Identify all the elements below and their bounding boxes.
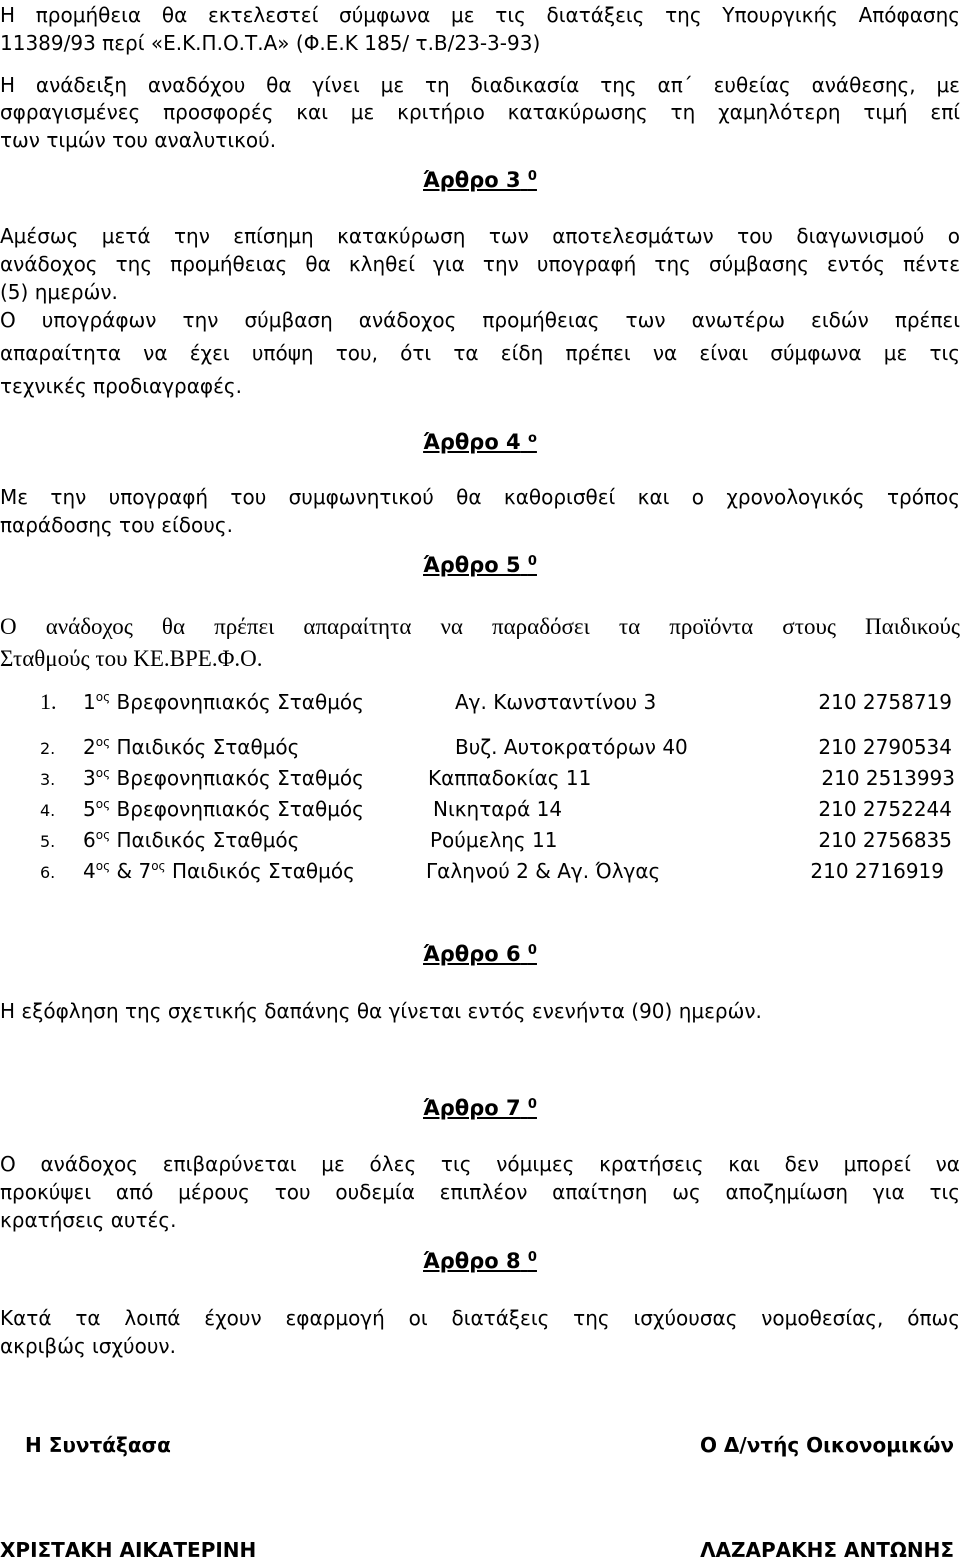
station-name: Βρεφονηπιακός Σταθμός xyxy=(116,690,364,714)
station-number: 5. xyxy=(40,832,56,851)
article-8-line-1: Κατά τα λοιπά έχουν εφαρμογή οι διατάξεις της ισχύουσας νομοθεσίας, όπως xyxy=(0,1306,960,1330)
station-row xyxy=(0,795,960,823)
signature-left-name: ΧΡΙΣΤΑΚΗ ΑΙΚΑΤΕΡΙΝΗ xyxy=(0,1538,257,1562)
station-ordinal xyxy=(83,795,364,823)
station-name: Παιδικός Σταθμός xyxy=(116,735,300,759)
article-7-line-2: προκύψει από μέρους του ουδεμία επιπλέον απαίτηση ως αποζημίωση για τις xyxy=(0,1180,960,1204)
article-3-line-4: Ο υπογράφων την σύμβαση ανάδοχος προμήθειας των ανωτέρω ειδών πρέπει xyxy=(0,308,960,332)
station-name: Παιδικός Σταθμός xyxy=(171,859,355,883)
article-8-line-2: ακριβώς ισχύουν. xyxy=(0,1334,176,1358)
station-phone: 210 2752244 xyxy=(818,797,952,821)
article-3-heading xyxy=(0,166,960,194)
article-4-heading xyxy=(0,428,960,456)
article-5-line-2: Σταθμούς του ΚΕ.ΒΡΕ.Φ.Ο. xyxy=(0,646,263,671)
station-name: Βρεφονηπιακός Σταθμός xyxy=(116,766,364,790)
station-ordinal xyxy=(83,764,364,792)
station-number: 2. xyxy=(40,739,56,758)
station-phone: 210 2716919 xyxy=(810,859,944,883)
article-3-line-3: (5) ημερών. xyxy=(0,280,118,304)
station-ordinal-number: 4 xyxy=(83,859,96,883)
station-number: 3. xyxy=(40,770,56,789)
station-ordinal xyxy=(83,826,299,854)
article-3-sup: 0 xyxy=(527,169,537,184)
article-5-line-1: Ο ανάδοχος θα πρέπει απαραίτητα να παραδόσει τα προϊόντα στους Παιδικούς xyxy=(0,614,960,639)
station-ordinal-number: 3 xyxy=(83,766,96,790)
station-name: Βρεφονηπιακός Σταθμός xyxy=(116,797,364,821)
station-ordinal-suffix: ος xyxy=(95,735,111,749)
signature-left-title: Η Συντάξασα xyxy=(25,1433,171,1457)
article-6-heading xyxy=(0,940,960,968)
article-6-title: Άρθρο 6 xyxy=(423,942,521,966)
station-ordinal xyxy=(83,857,355,885)
station-ordinal-suffix: ος xyxy=(95,859,111,873)
station-phone: 210 2513993 xyxy=(821,766,955,790)
signature-right-title: Ο Δ/ντής Οικονομικών xyxy=(699,1433,954,1457)
station-phone: 210 2756835 xyxy=(818,828,952,852)
signature-right-name: ΛΑΖΑΡΑΚΗΣ ΑΝΤΩΝΗΣ xyxy=(700,1538,954,1562)
station-ordinal xyxy=(83,688,364,716)
article-7-line-3: κρατήσεις αυτές. xyxy=(0,1208,177,1232)
article-3-line-6: τεχνικές προδιαγραφές. xyxy=(0,374,243,398)
station-row xyxy=(0,857,960,885)
article-7-heading xyxy=(0,1094,960,1122)
intro-line-2: 11389/93 περί «Ε.Κ.Π.Ο.Τ.Α» (Φ.Ε.Κ 185/ τ.Β/23-3-93) xyxy=(0,31,541,55)
article-5-sup: 0 xyxy=(527,554,537,569)
station-row xyxy=(0,733,960,761)
station-ordinal-number-2: 7 xyxy=(138,859,152,883)
article-4-sup: ο xyxy=(527,431,537,446)
station-name: Παιδικός Σταθμός xyxy=(116,828,300,852)
station-phone: 210 2758719 xyxy=(818,690,952,714)
station-address: Αγ. Κωνσταντίνου 3 xyxy=(455,690,657,714)
intro-line-5: των τιμών του αναλυτικού. xyxy=(0,128,277,152)
article-4-line-1: Με την υπογραφή του συμφωνητικού θα καθορισθεί και ο χρονολογικός τρόπος xyxy=(0,485,960,509)
station-address: Γαληνού 2 & Αγ. Όλγας xyxy=(426,859,661,883)
article-5-heading xyxy=(0,551,960,579)
article-4-title: Άρθρο 4 xyxy=(423,430,521,454)
article-7-line-1: Ο ανάδοχος επιβαρύνεται με όλες τις νόμιμες κρατήσεις και δεν μπορεί να xyxy=(0,1152,960,1176)
station-ordinal-number: 5 xyxy=(83,797,96,821)
station-row xyxy=(0,826,960,854)
station-address: Ρούμελης 11 xyxy=(430,828,558,852)
station-row xyxy=(0,764,960,792)
intro-line-4: σφραγισμένες προσφορές και με κριτήριο κατακύρωσης τη χαμηλότερη τιμή επί xyxy=(0,100,960,124)
station-phone: 210 2790534 xyxy=(818,735,952,759)
station-ordinal-suffix-2: ος xyxy=(151,859,166,873)
station-number: 4. xyxy=(40,801,56,820)
article-7-title: Άρθρο 7 xyxy=(423,1096,521,1120)
intro-line-1: Η προμήθεια θα εκτελεστεί σύμφωνα με τις διατάξεις της Υπουργικής Απόφασης xyxy=(0,3,960,27)
station-ordinal-suffix: ος xyxy=(95,766,111,780)
intro-line-3: Η ανάδειξη αναδόχου θα γίνει με τη διαδικασία της απ΄ ευθείας ανάθεσης, με xyxy=(0,73,960,97)
article-6-line-1: Η εξόφληση της σχετικής δαπάνης θα γίνεται εντός ενενήντα (90) ημερών. xyxy=(0,999,762,1023)
station-address: Καππαδοκίας 11 xyxy=(428,766,592,790)
station-row xyxy=(0,688,960,716)
article-6-sup: 0 xyxy=(527,943,537,958)
station-ordinal-number: 1 xyxy=(83,690,96,714)
article-3-line-2: ανάδοχος της προμήθειας θα κληθεί για την υπογραφή της σύμβασης εντός πέντε xyxy=(0,252,960,276)
station-address: Νικηταρά 14 xyxy=(433,797,563,821)
article-8-heading xyxy=(0,1247,960,1275)
article-8-sup: 0 xyxy=(527,1250,537,1265)
article-4-line-2: παράδοσης του είδους. xyxy=(0,513,233,537)
article-3-line-1: Αμέσως μετά την επίσημη κατακύρωση των αποτελεσμάτων του διαγωνισμού ο xyxy=(0,224,960,248)
station-ordinal-suffix: ος xyxy=(95,828,111,842)
station-ordinal-amp: & xyxy=(116,859,133,883)
station-ordinal-number: 2 xyxy=(83,735,96,759)
station-ordinal-suffix: ος xyxy=(95,797,111,811)
article-3-line-5: απαραίτητα να έχει υπόψη του, ότι τα είδη πρέπει να είναι σύμφωνα με τις xyxy=(0,341,960,365)
article-7-sup: 0 xyxy=(527,1097,537,1112)
article-8-title: Άρθρο 8 xyxy=(423,1249,521,1273)
station-ordinal-suffix: ος xyxy=(95,690,111,704)
station-ordinal-number: 6 xyxy=(83,828,96,852)
article-3-title: Άρθρο 3 xyxy=(423,168,521,192)
station-ordinal xyxy=(83,733,299,761)
station-number: 1. xyxy=(40,689,57,714)
station-number: 6. xyxy=(40,863,56,882)
station-address: Βυζ. Αυτοκρατόρων 40 xyxy=(455,735,688,759)
article-5-title: Άρθρο 5 xyxy=(423,553,521,577)
